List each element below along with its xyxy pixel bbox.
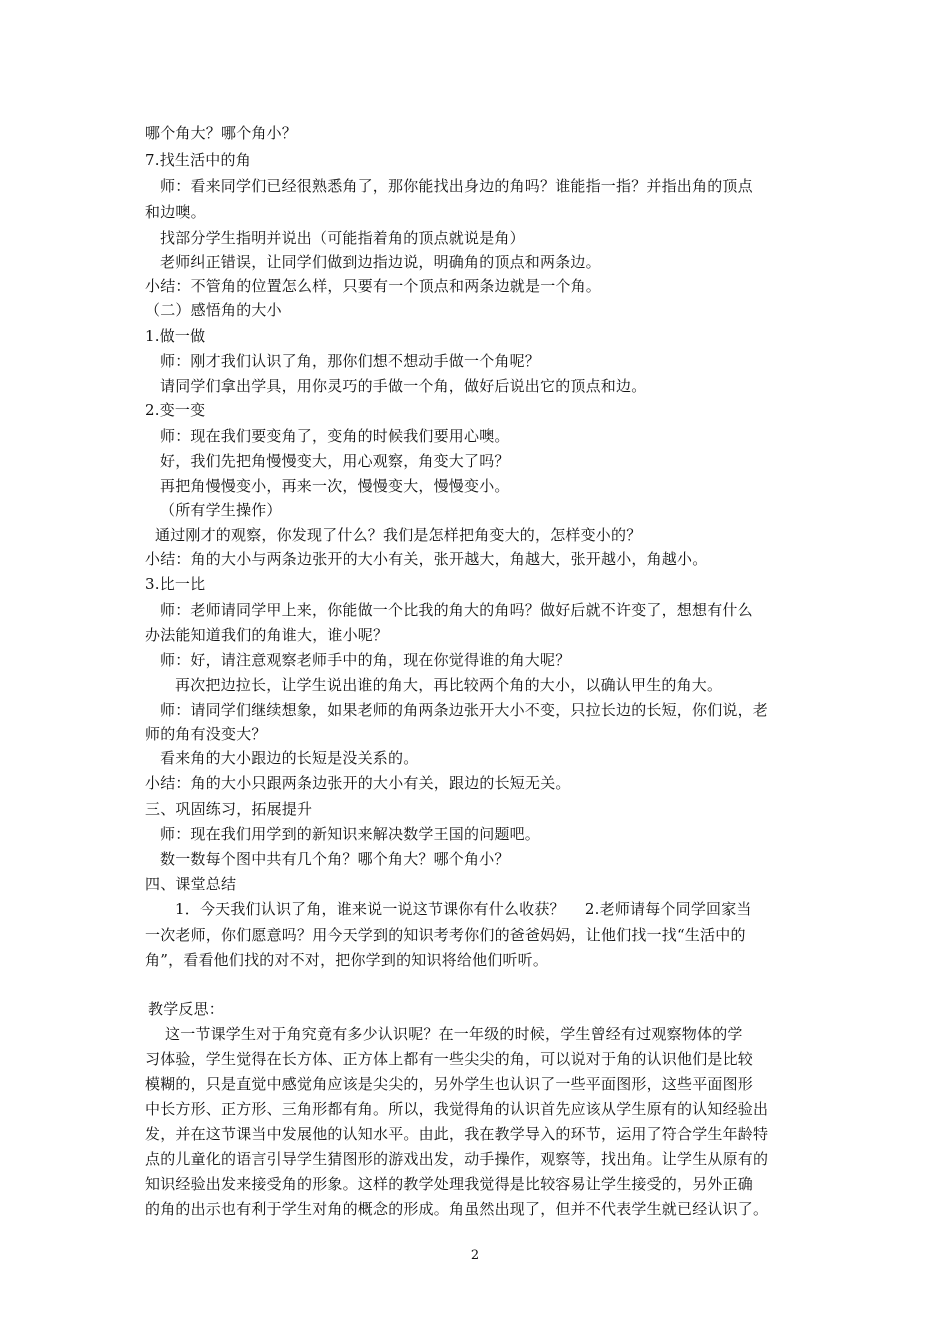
- text-line: 再把角慢慢变小，再来一次，慢慢变大，慢慢变小。: [160, 477, 510, 495]
- reflection-line: 的角的出示也有利于学生对角的概念的形成。角虽然出现了，但并不代表学生就已经认识了。: [145, 1200, 769, 1218]
- text-line: 师：看来同学们已经很熟悉角了，那你能找出身边的角吗？谁能指一指？并指出角的顶点: [160, 177, 753, 195]
- section-heading: 2.变一变: [145, 401, 206, 419]
- section-heading: 3.比一比: [145, 575, 206, 593]
- section-heading: （二）感悟角的大小: [145, 301, 282, 319]
- text-line: 看来角的大小跟边的长短是没关系的。: [160, 749, 419, 767]
- reflection-heading: 教学反思：: [148, 1000, 225, 1018]
- text-line: 请同学们拿出学具，用你灵巧的手做一个角，做好后说出它的顶点和边。: [160, 377, 647, 395]
- text-line: 角”，看看他们找的对不对，把你学到的知识将给他们听听。: [145, 951, 549, 969]
- text-line: 找部分学生指明并说出（可能指着角的顶点就说是角）: [160, 229, 525, 247]
- summary-line: 小结：角的大小与两条边张开的大小有关，张开越大，角越大，张开越小，角越小。: [145, 550, 708, 568]
- text-line: 老师纠正错误，让同学们做到边指边说，明确角的顶点和两条边。: [160, 253, 601, 271]
- section-heading: 三、巩固练习，拓展提升: [145, 800, 313, 818]
- reflection-line: 发，并在这节课当中发展他的认知水平。由此，我在教学导入的环节，运用了符合学生年龄特: [145, 1125, 769, 1143]
- reflection-line: 点的儿童化的语言引导学生猜图形的游戏出发，动手操作，观察等，找出角。让学生从原有的: [145, 1150, 769, 1168]
- text-line: 师：请同学们继续想象，如果老师的角两条边张开大小不变，只拉长边的长短，你们说，老: [160, 701, 769, 719]
- text-line: 师：现在我们用学到的新知识来解决数学王国的问题吧。: [160, 825, 541, 843]
- text-line: 师：好，请注意观察老师手中的角，现在你觉得谁的角大呢？: [160, 651, 571, 669]
- text-line: 师：刚才我们认识了角，那你们想不想动手做一个角呢？: [160, 352, 541, 370]
- text-line: 好，我们先把角慢慢变大，用心观察，角变大了吗？: [160, 452, 510, 470]
- text-line: 和边噢。: [145, 203, 206, 221]
- summary-line: 小结：不管角的位置怎么样，只要有一个顶点和两条边就是一个角。: [145, 277, 602, 295]
- text-line: 师的角有没变大？: [145, 725, 267, 743]
- reflection-line: 这一节课学生对于角究竟有多少认识呢？在一年级的时候，学生曾经有过观察物体的学: [165, 1025, 743, 1043]
- section-heading: 1.做一做: [145, 327, 206, 345]
- summary-line: 小结：角的大小只跟两条边张开的大小有关，跟边的长短无关。: [145, 774, 571, 792]
- text-line: （所有学生操作）: [160, 501, 282, 519]
- text-line: 再次把边拉长，让学生说出谁的角大，再比较两个角的大小，以确认甲生的角大。: [175, 676, 723, 694]
- text-line: 师：老师请同学甲上来，你能做一个比我的角大的角吗？做好后就不许变了，想想有什么: [160, 601, 753, 619]
- text-line: 数一数每个图中共有几个角？哪个角大？哪个角小？: [160, 850, 510, 868]
- text-line: 哪个角大？哪个角小？: [145, 124, 298, 142]
- section-heading: 7.找生活中的角: [145, 151, 251, 169]
- text-line: 办法能知道我们的角谁大，谁小呢？: [145, 626, 389, 644]
- text-line: 一次老师，你们愿意吗？用今天学到的知识考考你们的爸爸妈妈，让他们找一找“生活中的: [145, 926, 746, 944]
- page-number: 2: [470, 1248, 480, 1263]
- text-line: 1．今天我们认识了角，谁来说一说这节课你有什么收获？ 2.老师请每个同学回家当: [175, 900, 752, 918]
- reflection-line: 知识经验出发来接受角的形象。这样的教学处理我觉得是比较容易让学生接受的，另外正确: [145, 1175, 754, 1193]
- reflection-line: 中长方形、正方形、三角形都有角。所以，我觉得角的认识首先应该从学生原有的认知经验出: [145, 1100, 769, 1118]
- section-heading: 四、课堂总结: [145, 875, 237, 893]
- text-line: 通过刚才的观察，你发现了什么？我们是怎样把角变大的，怎样变小的？: [155, 526, 642, 544]
- text-line: 师：现在我们要变角了，变角的时候我们要用心噢。: [160, 427, 510, 445]
- reflection-line: 习体验，学生觉得在长方体、正方体上都有一些尖尖的角，可以说对于角的认识他们是比较: [145, 1050, 754, 1068]
- reflection-line: 模糊的，只是直觉中感觉角应该是尖尖的，另外学生也认识了一些平面图形，这些平面图形: [145, 1075, 754, 1093]
